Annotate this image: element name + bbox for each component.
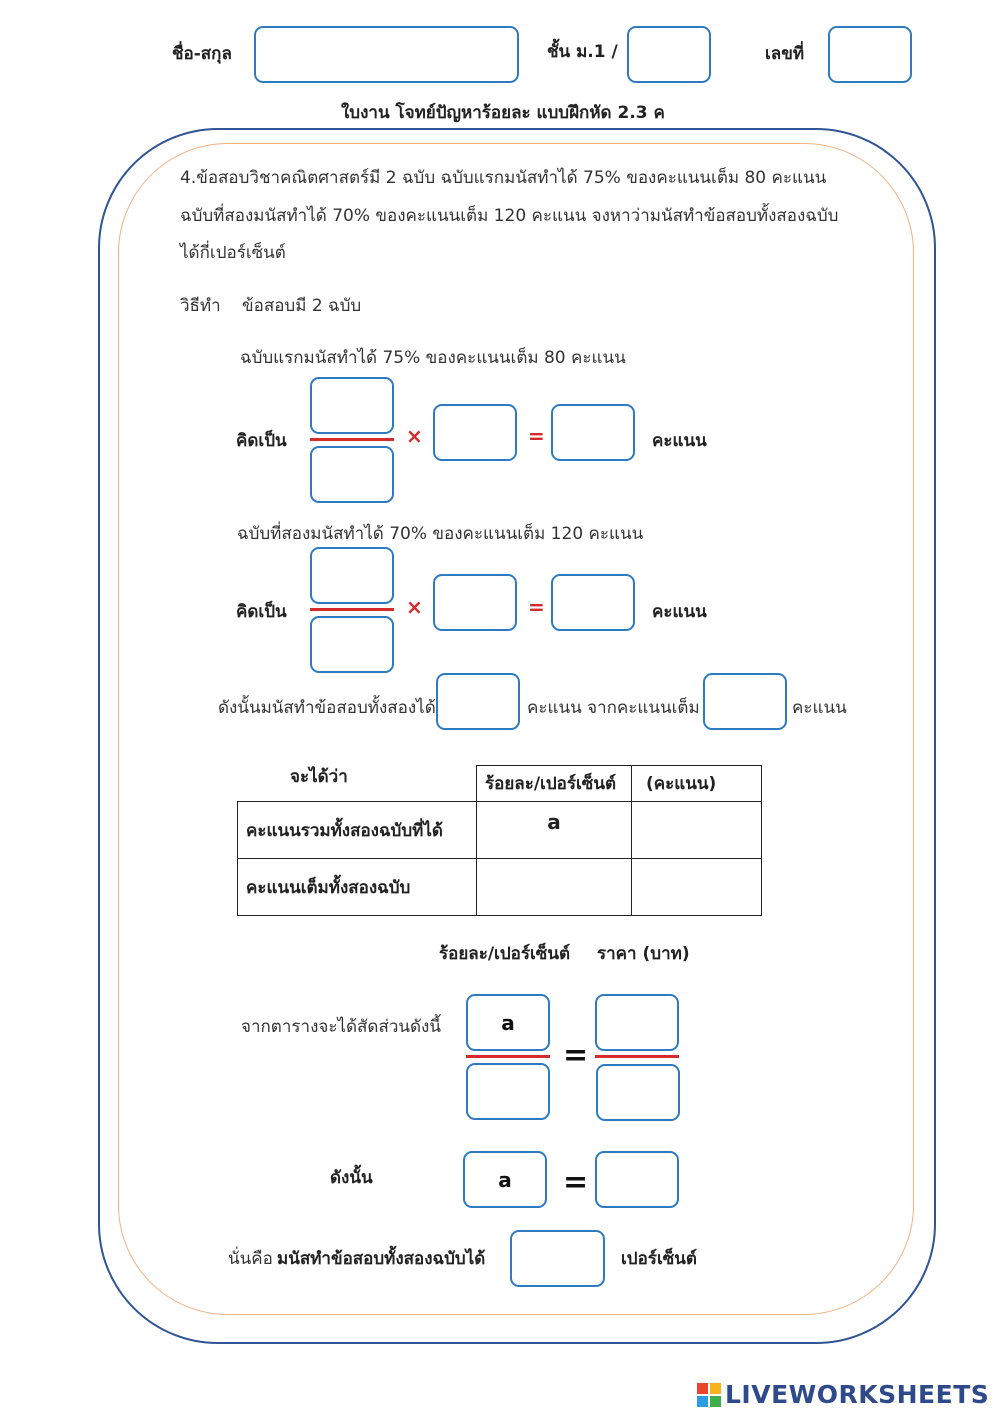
table-row1-percent[interactable]: a (477, 802, 632, 859)
multiplier-2-input[interactable] (433, 574, 517, 631)
calc-label-1: คิดเป็น (236, 431, 287, 451)
proportion-intro: จากตารางจะได้สัดส่วนดังนี้ (241, 1017, 441, 1037)
conclusion-var-box[interactable]: a (463, 1151, 547, 1208)
total-score-input[interactable] (436, 673, 520, 730)
conclusion-equals: = (563, 1165, 589, 1200)
first-exam-text: ฉบับแรกมนัสทำได้ 75% ของคะแนนเต็ม 80 คะแนน (240, 348, 626, 368)
fraction-2-numerator-input[interactable] (310, 547, 394, 604)
total-suffix: คะแนน (792, 698, 847, 718)
fraction-2-bar (310, 608, 394, 611)
table-header-percent: ร้อยละ/เปอร์เซ็นต์ (477, 766, 632, 802)
total-prefix: ดังนั้นมนัสทำข้อสอบทั้งสองได้ (218, 698, 436, 718)
page-title: ใบงาน โจทย์ปัญหาร้อยละ แบบฝึกหัด 2.3 ค (341, 103, 665, 123)
table-header-score: (คะแนน) (632, 766, 762, 802)
proportion-left-numerator[interactable]: a (466, 994, 550, 1051)
equals-sign-2: = (528, 595, 545, 619)
inner-frame (118, 143, 914, 1315)
multiplier-1-input[interactable] (433, 404, 517, 461)
problem-line-1: 4.ข้อสอบวิชาคณิตศาสตร์มี 2 ฉบับ ฉบับแรกมนัสทำได้ 75% ของคะแนนเต็ม 80 คะแนน (180, 168, 827, 188)
proportion-header-price: ราคา (บาท) (597, 944, 690, 964)
times-sign-2: × (406, 595, 423, 619)
total-full-score-input[interactable] (703, 673, 787, 730)
problem-line-3: ได้กี่เปอร์เซ็นต์ (180, 243, 286, 263)
fraction-1-numerator-input[interactable] (310, 377, 394, 434)
second-exam-text: ฉบับที่สองมนัสทำได้ 70% ของคะแนนเต็ม 120 คะแนน (237, 524, 644, 544)
method-label: วิธีทำ (180, 296, 221, 316)
equals-sign-1: = (528, 424, 545, 448)
class-label: ชั้น ม.1 / (547, 42, 618, 62)
table-corner (238, 766, 477, 802)
table-intro: จะได้ว่า (290, 767, 348, 787)
number-input[interactable] (828, 26, 912, 83)
table-row1-label: คะแนนรวมทั้งสองฉบับที่ได้ (238, 802, 477, 859)
liveworksheets-logo (697, 1380, 989, 1409)
result-1-input[interactable] (551, 404, 635, 461)
fraction-1-denominator-input[interactable] (310, 446, 394, 503)
proportion-left-bar (466, 1055, 550, 1058)
table-row2-percent[interactable] (477, 859, 632, 916)
problem-line-2: ฉบับที่สองมนัสทำได้ 70% ของคะแนนเต็ม 120 คะแนน จงหาว่ามนัสทำข้อสอบทั้งสองฉบับ (180, 206, 839, 226)
answer-suffix: เปอร์เซ็นต์ (621, 1249, 697, 1269)
result-2-input[interactable] (551, 574, 635, 631)
proportion-right-denominator-input[interactable] (596, 1064, 680, 1121)
conclusion-value-input[interactable] (595, 1151, 679, 1208)
proportion-equals: = (563, 1038, 589, 1073)
proportion-right-bar (595, 1055, 679, 1058)
total-middle: คะแนน จากคะแนนเต็ม (527, 698, 700, 718)
answer-prefix: นั่นคือ (228, 1249, 273, 1269)
answer-percent-input[interactable] (510, 1230, 605, 1287)
brand-text: LIVEWORKSHEETS (725, 1380, 990, 1409)
table-row1-score[interactable] (632, 802, 762, 859)
table-row2-label: คะแนนเต็มทั้งสองฉบับ (238, 859, 477, 916)
score-table (237, 765, 762, 916)
logo-blocks-icon (697, 1383, 721, 1407)
name-input[interactable] (254, 26, 519, 83)
fraction-2-denominator-input[interactable] (310, 616, 394, 673)
calc-label-2: คิดเป็น (236, 602, 287, 622)
fraction-1-bar (310, 438, 394, 441)
table-row2-score[interactable] (632, 859, 762, 916)
times-sign-1: × (406, 424, 423, 448)
number-label: เลขที่ (765, 44, 805, 64)
class-input[interactable] (627, 26, 711, 83)
unit-label-1: คะแนน (652, 431, 707, 451)
proportion-right-numerator-input[interactable] (595, 994, 679, 1051)
answer-bold-text: มนัสทำข้อสอบทั้งสองฉบับได้ (277, 1249, 486, 1269)
name-label: ชื่อ-สกุล (172, 44, 232, 64)
proportion-header-percent: ร้อยละ/เปอร์เซ็นต์ (439, 944, 571, 964)
therefore-label: ดังนั้น (330, 1168, 373, 1188)
unit-label-2: คะแนน (652, 602, 707, 622)
proportion-left-denominator-input[interactable] (466, 1063, 550, 1120)
method-intro: ข้อสอบมี 2 ฉบับ (242, 296, 362, 316)
